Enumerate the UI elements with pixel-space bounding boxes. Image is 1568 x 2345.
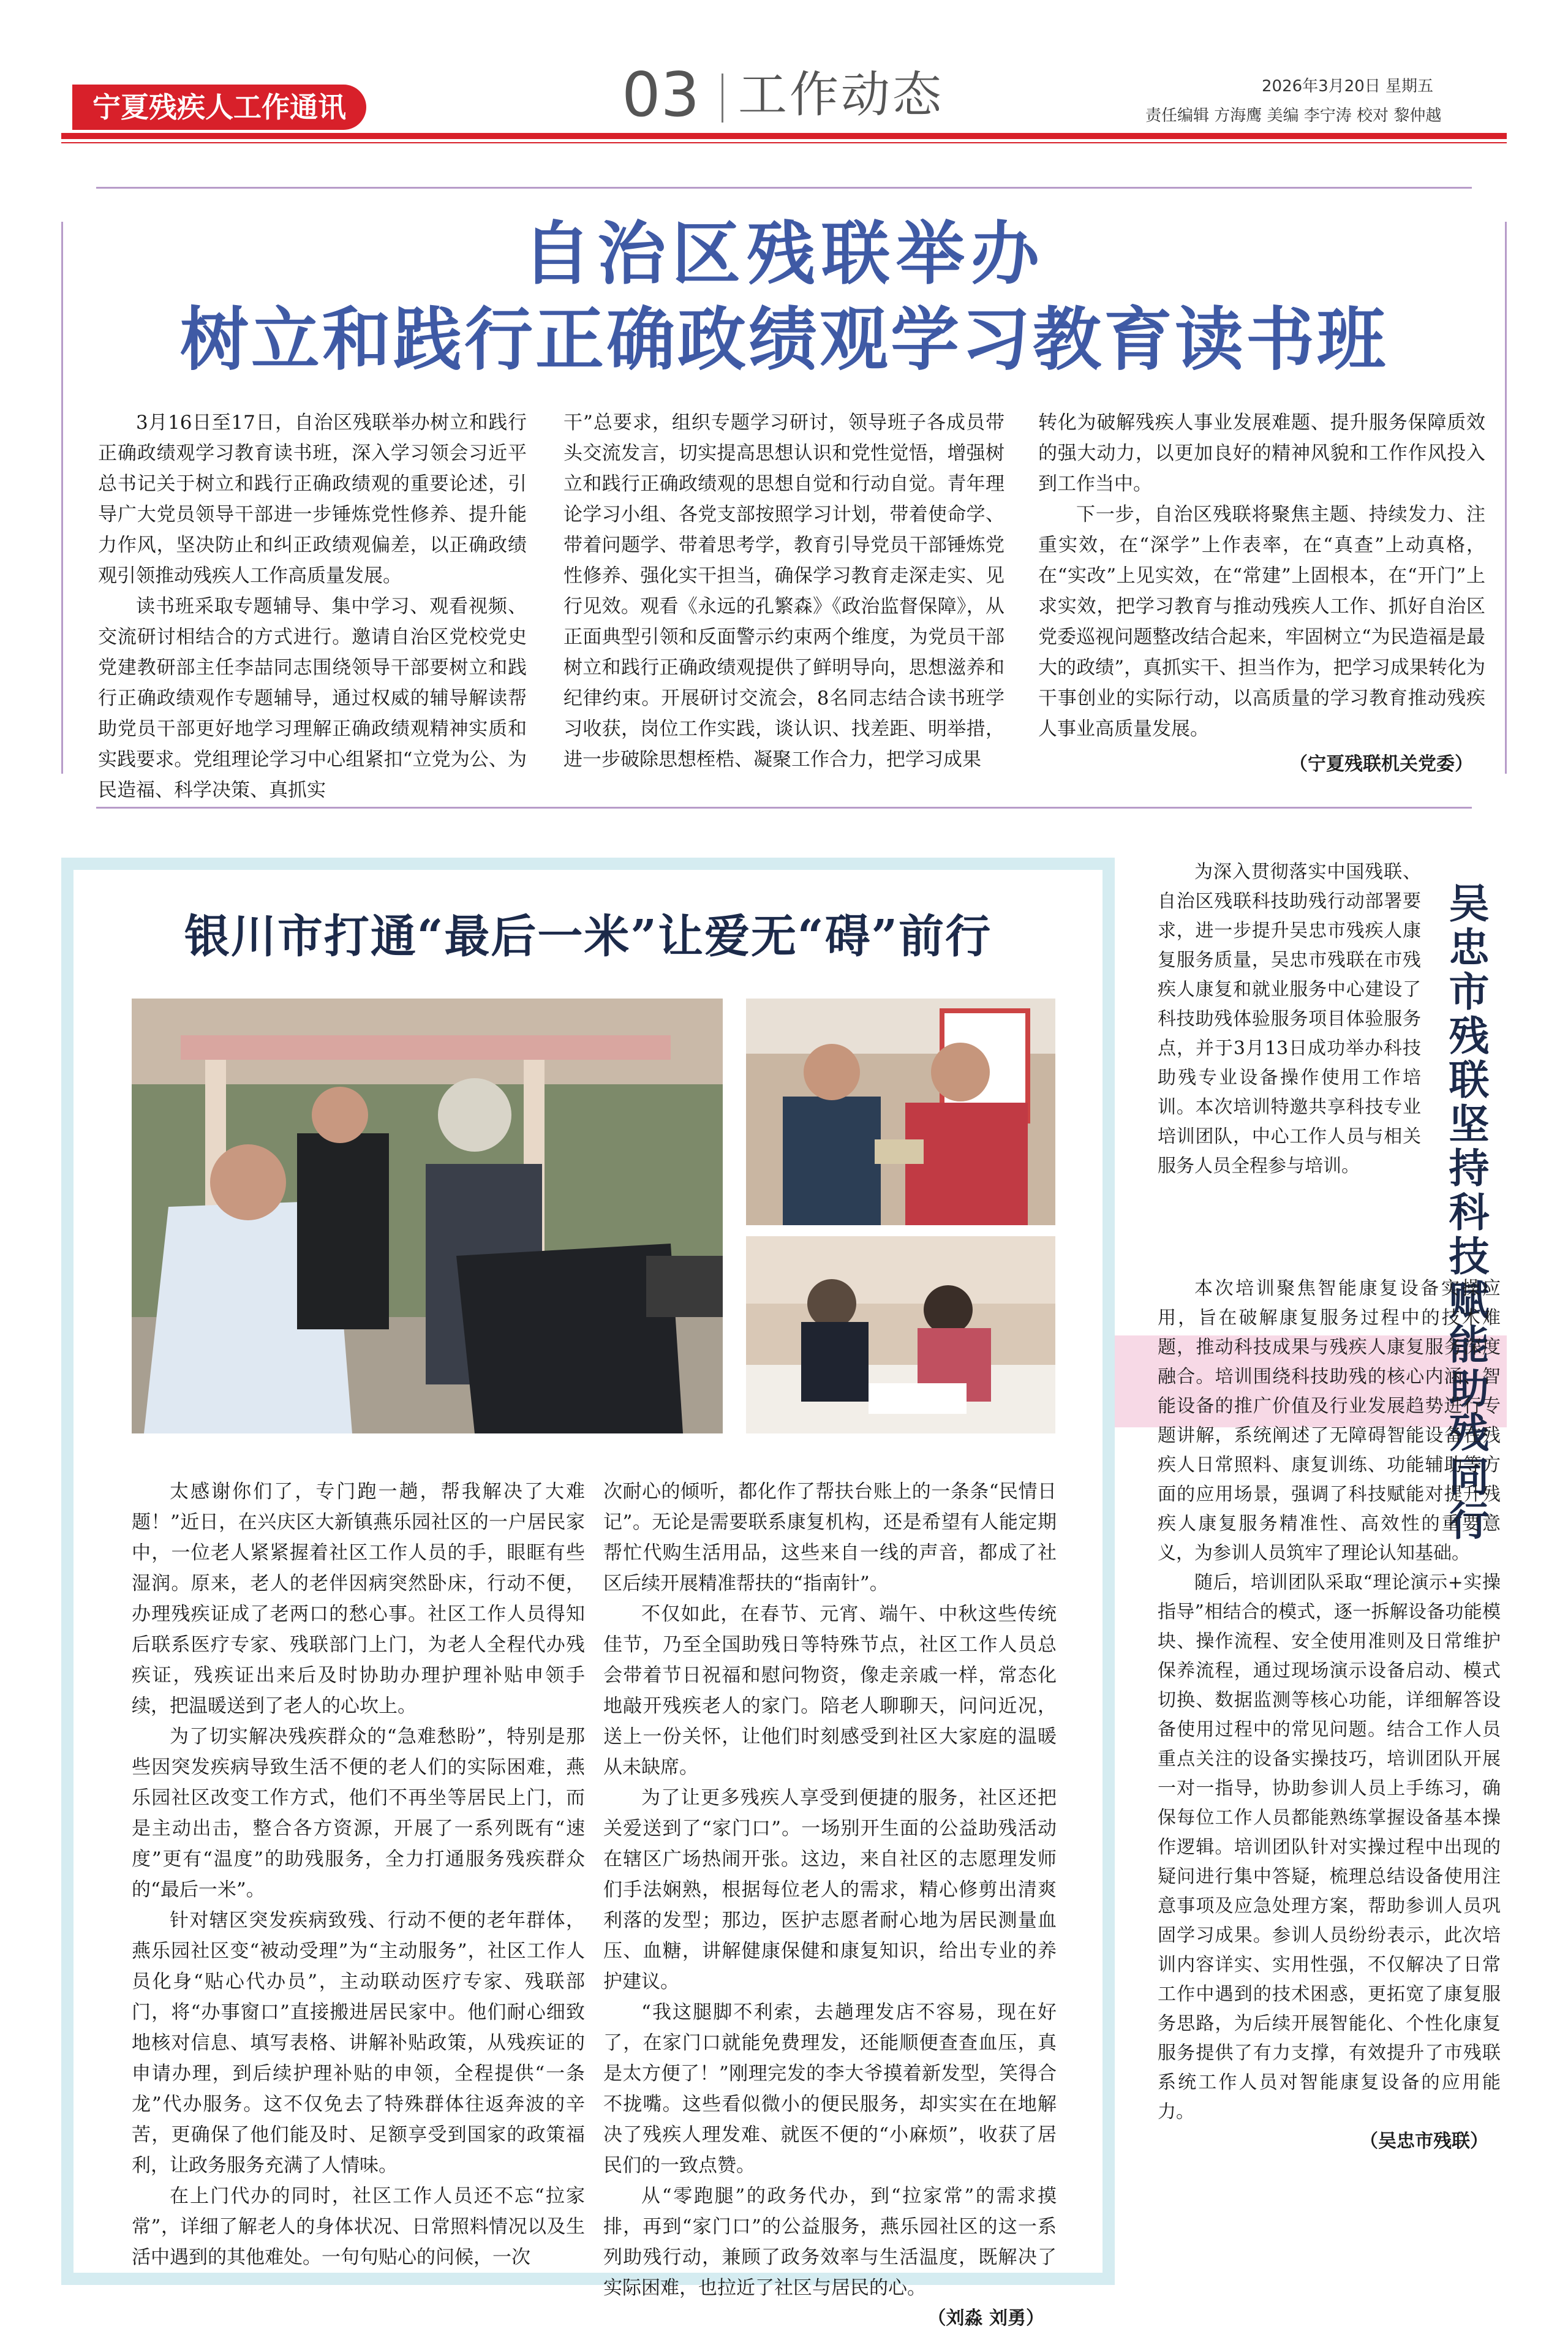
frame-corner xyxy=(59,774,96,810)
paragraph: 3月16日至17日，自治区残联举办树立和践行正确政绩观学习教育读书班，深入学习领会习近平总书记关于树立和践行正确政绩观的重要论述，引导广大党员领导干部进一步锤炼党性修养、提升能力作风，坚决防止和纠正政绩观偏差，以正确政绩观引领推动残疾人工作高质量发展。 xyxy=(98,412,527,587)
paragraph: 针对辖区突发疾病致残、行动不便的老年群体，燕乐园社区变“被动受理”为“主动服务”，社区工作人员化身“贴心代办员”，主动联动医疗专家、残联部门，将“办事窗口”直接搬进居民家中。他们耐心细致地核对信息、填写表格、讲解补贴政策，从残疾证的申请办理，到后续护理补贴的申领，全程提供“一条龙”代办服务。这不仅免去了特殊群体往返奔波的辛苦，更确保了他们能及时、足额享受到国家的政策福利，让政务服务充满了人情味。 xyxy=(132,1909,585,2177)
article1-title-line2: 树立和践行正确政绩观学习教育读书班 xyxy=(180,300,1388,380)
page-number: 03 xyxy=(622,59,700,130)
masthead-rule-thin xyxy=(61,142,1507,143)
paragraph: 从“零跑腿”的政务代办，到“拉家常”的需求摸排，再到“家门口”的公益服务，燕乐园社区的这一系列助残行动，兼顾了政务效率与生活温度，既解决了实际困难，也拉近了社区与居民的心。 xyxy=(603,2185,1057,2299)
paragraph: 次耐心的倾听，都化作了帮扶台账上的一条条“民情日记”。无论是需要联系康复机构，还是希望有人能定期帮忙代购生活用品，这些来自一线的声音，都成了社区后续开展精准帮扶的“指南针”。 xyxy=(603,1481,1057,1595)
paragraph: 不仅如此，在春节、元宵、端午、中秋这些传统佳节，乃至全国助残日等特殊节点，社区工作人员总会带着节日祝福和慰问物资，像走亲戚一样，常态化地敲开残疾老人的家门。陪老人聊聊天，问问近况，送上一份关怀，让他们时刻感受到社区大家庭的温暖从未缺席。 xyxy=(603,1603,1057,1778)
paragraph: 在上门代办的同时，社区工作人员还不忘“拉家常”，详细了解老人的身体状况、日常照料情况以及生活中遇到的其他难处。一句句贴心的问候，一次 xyxy=(132,2185,585,2268)
paragraph: 下一步，自治区残联将聚焦主题、持续发力、注重实效，在“深学”上作表率，在“真查”上动真格，在“实改”上见实效，在“常建”上固根本，在“开门”上求实效，把学习教育与推动残疾人工作、抓好自治区党委巡视问题整改结合起来，牢固树立“为民造福是最大的政绩”，真抓实干、担当作为，把学习成果转化为干事创业的实际行动，以高质量的学习教育推动残疾人事业高质量发展。 xyxy=(1038,504,1485,740)
article3-column-bottom xyxy=(1158,1274,1501,2156)
article2-source: （刘淼 刘勇） xyxy=(927,2308,1044,2329)
article1-column-3 xyxy=(1038,407,1485,780)
article1-source: （宁夏残联机关党委） xyxy=(1289,753,1473,775)
paragraph: 为了切实解决残疾群众的“急难愁盼”，特别是那些因突发疾病导致生活不便的老人们的实际困难，燕乐园社区改变工作方式，他们不再坐等居民上门，而是主动出击，整合各方资源，开展了一系列既有“速度”更有“温度”的助残服务，全力打通服务残疾群众的“最后一米”。 xyxy=(132,1726,585,1901)
page-number-divider xyxy=(722,74,723,123)
article2-column-1 xyxy=(132,1476,585,2273)
article1-title-line1: 自治区残联举办 xyxy=(522,214,1046,294)
photo-visit-illustration xyxy=(746,999,1055,1225)
paragraph: 读书班采取专题辅导、集中学习、观看视频、交流研讨相结合的方式进行。邀请自治区党校党史党建教研部主任李喆同志围绕领导干部要树立和践行正确政绩观作专题辅导，通过权威的辅导解读帮助党员干部更好地学习理解正确政绩观精神实质和实践要求。党组理论学习中心组紧扣“立党为公、为民造福、科学决策、真抓实 xyxy=(98,595,527,801)
article2-column-2 xyxy=(603,1476,1057,2334)
paragraph: 随后，培训团队采取“理论演示+实操指导”相结合的模式，逐一拆解设备功能模块、操作流程、安全使用准则及日常维护保养流程，通过现场演示设备启动、模式切换、数据监测等核心功能，详细解答设备使用过程中的常见问题。结合工作人员重点关注的设备实操技巧，培训团队开展一对一指导，协助参训人员上手练习，确保每位工作人员都能熟练掌握设备基本操作逻辑。培训团队针对实操过程中出现的疑问进行集中答疑，梳理总结设备使用注意事项及应急处理方案，帮助参训人员巩固学习成果。参训人员纷纷表示，此次培训内容详实、实用性强，不仅解决了日常工作中遇到的技术困惑，更拓宽了康复服务思路，为后续开展智能化、个性化康复服务提供了有力支撑，有效提升了市残联系统工作人员对智能康复设备的应用能力。 xyxy=(1158,1572,1501,2123)
paragraph: “我这腿脚不利索，去趟理发店不容易，现在好了，在家门口就能免费理发，还能顺便查查血压，真是太方便了！”刚理完发的李大爷摸着新发型，笑得合不拢嘴。这些看似微小的便民服务，却实实在在地解决了残疾人理发难、就医不便的“小麻烦”，收获了居民们的一致点赞。 xyxy=(603,2001,1057,2177)
section-title: 工作动态 xyxy=(738,66,944,123)
paragraph: 干”总要求，组织专题学习研讨，领导班子各成员带头交流发言，切实提高思想认识和党性觉悟，增强树立和践行正确政绩观的思想自觉和行动自觉。青年理论学习小组、各党支部按照学习计划，带着使命学、带着问题学、带着思考学，教育引导党员干部锤炼党性修养、强化实干担当，确保学习教育走深走实、见行见效。观看《永远的孔繁森》《政治监督保障》，从正面典型引领和反面警示约束两个维度，为党员干部树立和践行正确政绩观提供了鲜明导向，思想滋养和纪律约束。开展研讨交流会，8名同志结合读书班学习收获，岗位工作实践，谈认识、找差距、明举措，进一步破除思想桎梏、凝聚工作合力，把学习成果 xyxy=(564,412,1005,771)
paragraph: 为深入贯彻落实中国残联、自治区残联科技助残行动部署要求，进一步提升吴忠市残疾人康复服务质量，吴忠市残联在市残疾人康复和就业服务中心建设了科技助残体验服务项目体验服务点，并于3月13日成功举办科技助残专业设备操作使用工作培训。本次培训特邀共享科技专业培训团队，中心工作人员与相关服务人员全程参与培训。 xyxy=(1158,861,1421,1177)
paragraph: 太感谢你们了，专门跑一趟，帮我解决了大难题！”近日，在兴庆区大新镇燕乐园社区的一户居民家中，一位老人紧紧握着社区工作人员的手，眼眶有些湿润。原来，老人的老伴因病突然卧床，行动不便，办理残疾证成了老两口的愁心事。社区工作人员得知后联系医疗专家、残联部门上门，为老人全程代办残疾证，残疾证出来后及时协助办理护理补贴申领手续，把温暖送到了老人的心坎上。 xyxy=(132,1481,585,1717)
article3-title: 吴忠市残联坚持科技赋能助残同行 xyxy=(1442,882,1489,1544)
article1-column-2 xyxy=(564,407,1005,775)
photo-haircut-service xyxy=(132,999,723,1433)
photo-form-assistance xyxy=(746,1236,1055,1433)
paragraph: 转化为破解残疾人事业发展难题、提升服务保障质效的强大动力，以更加良好的精神风貌和工作作风投入到工作当中。 xyxy=(1038,412,1485,495)
masthead-rule xyxy=(61,133,1507,139)
article1-column-1 xyxy=(98,407,527,806)
photo-form-illustration xyxy=(746,1236,1055,1433)
editor-credits: 责任编辑 方海鹰 美编 李宁涛 校对 黎仲越 xyxy=(1145,107,1442,125)
issue-date: 2026年3月20日 星期五 xyxy=(1262,77,1434,96)
article3-column-top xyxy=(1158,858,1421,1181)
paragraph: 本次培训聚焦智能康复设备实操应用，旨在破解康复服务过程中的技术难题，推动科技成果与残疾人康复服务深度融合。培训围绕科技助残的核心内涵、智能设备的推广价值及行业发展趋势进行专题讲解，系统阐述了无障碍智能设备在残疾人日常照料、康复训练、功能辅助等方面的应用场景，强调了科技赋能对提升残疾人康复服务精准性、高效性的重要意义，为参训人员筑牢了理论认知基础。 xyxy=(1158,1278,1501,1564)
photo-haircut-illustration xyxy=(132,999,723,1433)
photo-home-visit xyxy=(746,999,1055,1225)
paragraph: 为了让更多残疾人享受到便捷的服务，社区还把关爱送到了“家门口”。一场别开生面的公益助残活动在辖区广场热闹开张。这边，来自社区的志愿理发师们手法娴熟，根据每位老人的需求，精心修剪出清爽利落的发型；那边，医护志愿者耐心地为居民测量血压、血糖，讲解健康保健和康复知识，给出专业的养护建议。 xyxy=(603,1787,1057,1993)
article2-title: 银川市打通“最后一米”让爱无“碍”前行 xyxy=(184,910,992,963)
article3-source: （吴忠市残联） xyxy=(1360,2131,1488,2152)
newsletter-brand: 宁夏残疾人工作通讯 xyxy=(72,85,366,130)
